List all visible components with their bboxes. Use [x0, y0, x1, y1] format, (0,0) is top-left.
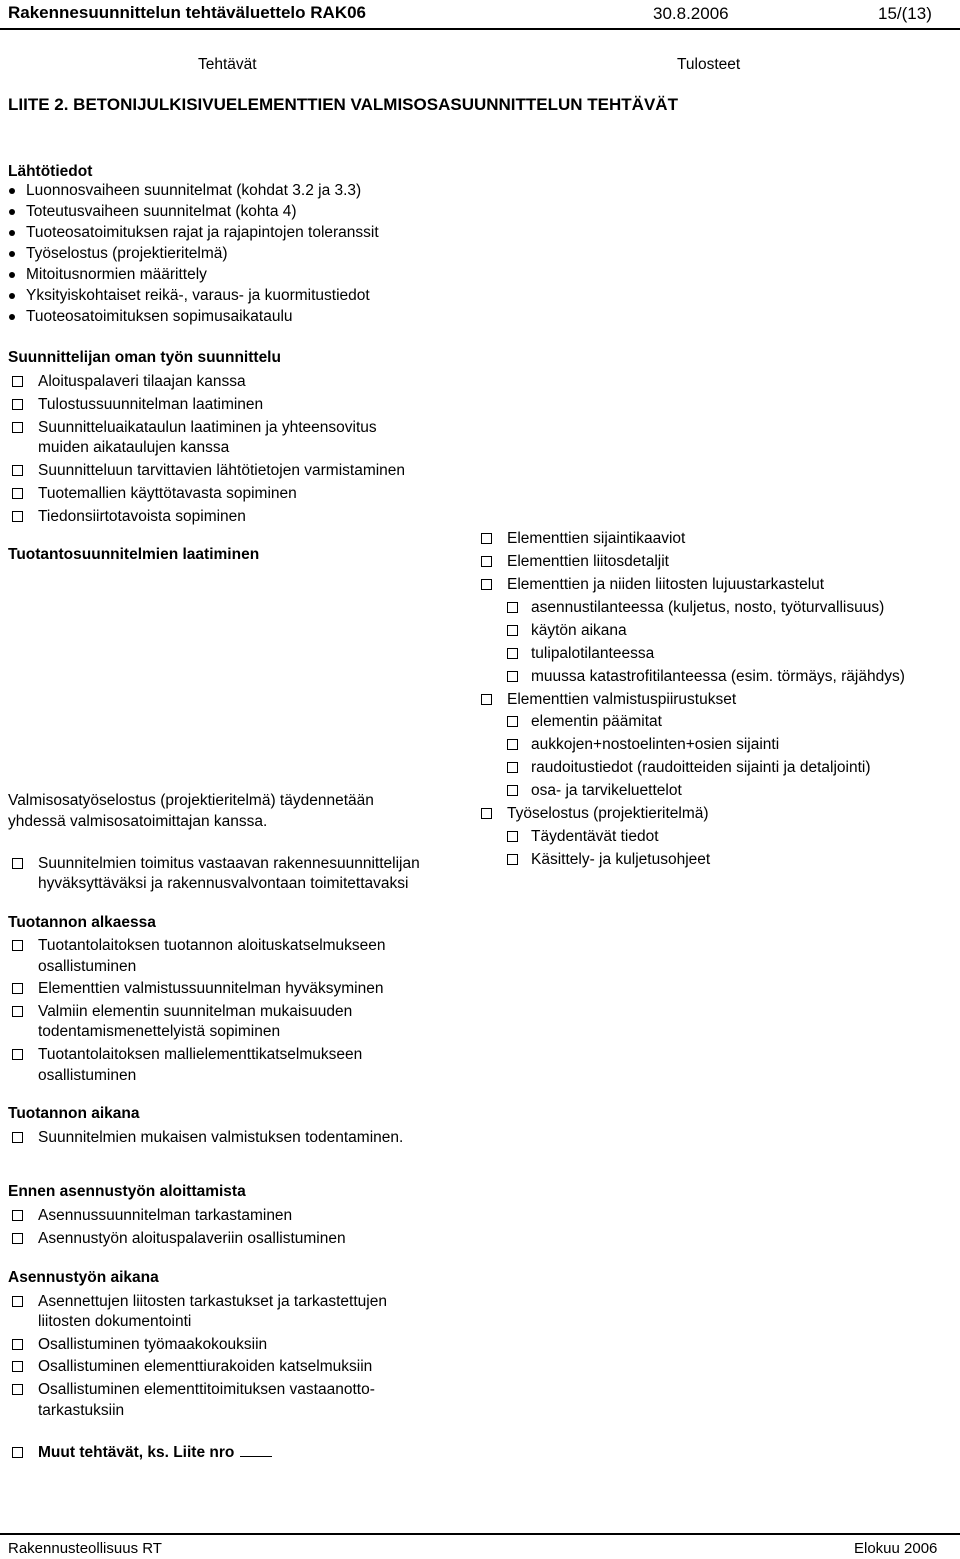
checkbox-icon[interactable] — [481, 533, 492, 544]
checkbox-icon[interactable] — [481, 579, 492, 590]
checkbox-icon[interactable] — [507, 625, 518, 636]
note-line: yhdessä valmisosatoimittajan kanssa. — [8, 813, 268, 830]
bullet-icon — [9, 293, 15, 299]
checkbox-icon[interactable] — [507, 762, 518, 773]
section-heading-ennen: Ennen asennustyön aloittamista — [8, 1183, 246, 1200]
section-heading-suunnittelu: Suunnittelijan oman työn suunnittelu — [8, 349, 281, 366]
section-heading-tuotanto: Tuotantosuunnitelmien laatiminen — [8, 546, 260, 563]
checkbox-icon[interactable] — [12, 488, 23, 499]
column-heading-tasks: Tehtävät — [198, 56, 257, 73]
list-item: Tuoteosatoimituksen rajat ja rajapintojen toleranssit — [8, 222, 379, 243]
footer-publisher: Rakennusteollisuus RT — [8, 1540, 162, 1557]
bullet-icon — [9, 314, 15, 320]
bullet-icon — [9, 251, 15, 257]
checkbox-icon[interactable] — [12, 1132, 23, 1143]
checkbox-icon[interactable] — [507, 716, 518, 727]
checkbox-icon[interactable] — [507, 785, 518, 796]
checkbox-icon[interactable] — [12, 1049, 23, 1060]
list-item: Mitoitusnormien määrittely — [8, 264, 379, 285]
bullet-icon — [9, 188, 15, 194]
checkbox-icon[interactable] — [481, 694, 492, 705]
blank-line[interactable] — [240, 1442, 272, 1457]
list-item: Luonnosvaiheen suunnitelmat (kohdat 3.2 ja 3.3) — [8, 180, 379, 201]
checkbox-icon[interactable] — [12, 511, 23, 522]
bullet-icon — [9, 209, 15, 215]
checkbox-icon[interactable] — [481, 808, 492, 819]
muut-label: Muut tehtävät, ks. Liite nro — [38, 1444, 235, 1461]
checkbox-icon[interactable] — [507, 648, 518, 659]
checklist-item-continuation: todentamismenettelyistä sopiminen — [38, 1023, 281, 1040]
checkbox-icon[interactable] — [12, 940, 23, 951]
checklist-item-continuation: osallistuminen — [38, 958, 137, 975]
list-item: Työselostus (projektieritelmä) — [8, 243, 379, 264]
checkbox-icon[interactable] — [12, 422, 23, 433]
list-item: Tuoteosatoimituksen sopimusaikataulu — [8, 306, 379, 327]
bullet-icon — [9, 230, 15, 236]
checkbox-icon[interactable] — [507, 602, 518, 613]
checkbox-icon[interactable] — [12, 983, 23, 994]
document-date: 30.8.2006 — [653, 4, 729, 23]
header-divider — [0, 28, 960, 30]
list-item: Toteutusvaiheen suunnitelmat (kohta 4) — [8, 201, 379, 222]
checkbox-icon[interactable] — [12, 858, 23, 869]
page-number: 15/(13) — [878, 4, 932, 23]
checkbox-icon[interactable] — [507, 854, 518, 865]
footer-divider — [0, 1533, 960, 1535]
checkbox-icon[interactable] — [12, 1210, 23, 1221]
main-title: LIITE 2. BETONIJULKISIVUELEMENTTIEN VALMISOSASUUNNITTELUN TEHTÄVÄT — [8, 95, 678, 114]
note-line: Valmisosatyöselostus (projektieritelmä) täydennetään — [8, 792, 374, 809]
checkbox-icon[interactable] — [12, 1006, 23, 1017]
lahtotiedot-list — [8, 180, 379, 327]
checkbox-icon[interactable] — [12, 1339, 23, 1350]
checkbox-icon[interactable] — [507, 831, 518, 842]
checklist-item-continuation: liitosten dokumentointi — [38, 1313, 192, 1330]
section-heading-lahtotiedot: Lähtötiedot — [8, 163, 93, 180]
list-item: Yksityiskohtaiset reikä-, varaus- ja kuormitustiedot — [8, 285, 379, 306]
section-heading-aikana: Tuotannon aikana — [8, 1105, 140, 1122]
checkbox-icon[interactable] — [12, 1384, 23, 1395]
checkbox-icon[interactable] — [481, 556, 492, 567]
checkbox-icon[interactable] — [507, 739, 518, 750]
checkbox-icon[interactable] — [12, 1447, 23, 1458]
section-heading-alkaessa: Tuotannon alkaessa — [8, 914, 156, 931]
checkbox-icon[interactable] — [507, 671, 518, 682]
checklist-item-continuation: muiden aikataulujen kanssa — [38, 439, 230, 456]
checklist-item-continuation: hyväksyttäväksi ja rakennusvalvontaan toimitettavaksi — [38, 875, 409, 892]
checkbox-icon[interactable] — [12, 376, 23, 387]
checkbox-icon[interactable] — [12, 399, 23, 410]
checkbox-icon[interactable] — [12, 1233, 23, 1244]
footer-date: Elokuu 2006 — [854, 1540, 938, 1557]
checklist-item-continuation: osallistuminen — [38, 1067, 137, 1084]
bullet-icon — [9, 272, 15, 278]
section-heading-asennus: Asennustyön aikana — [8, 1269, 159, 1286]
checklist-item-continuation: tarkastuksiin — [38, 1402, 125, 1419]
checkbox-icon[interactable] — [12, 1361, 23, 1372]
document-title: Rakennesuunnittelun tehtäväluettelo RAK06 — [8, 3, 367, 22]
checkbox-icon[interactable] — [12, 465, 23, 476]
column-heading-outputs: Tulosteet — [677, 56, 741, 73]
checkbox-icon[interactable] — [12, 1296, 23, 1307]
